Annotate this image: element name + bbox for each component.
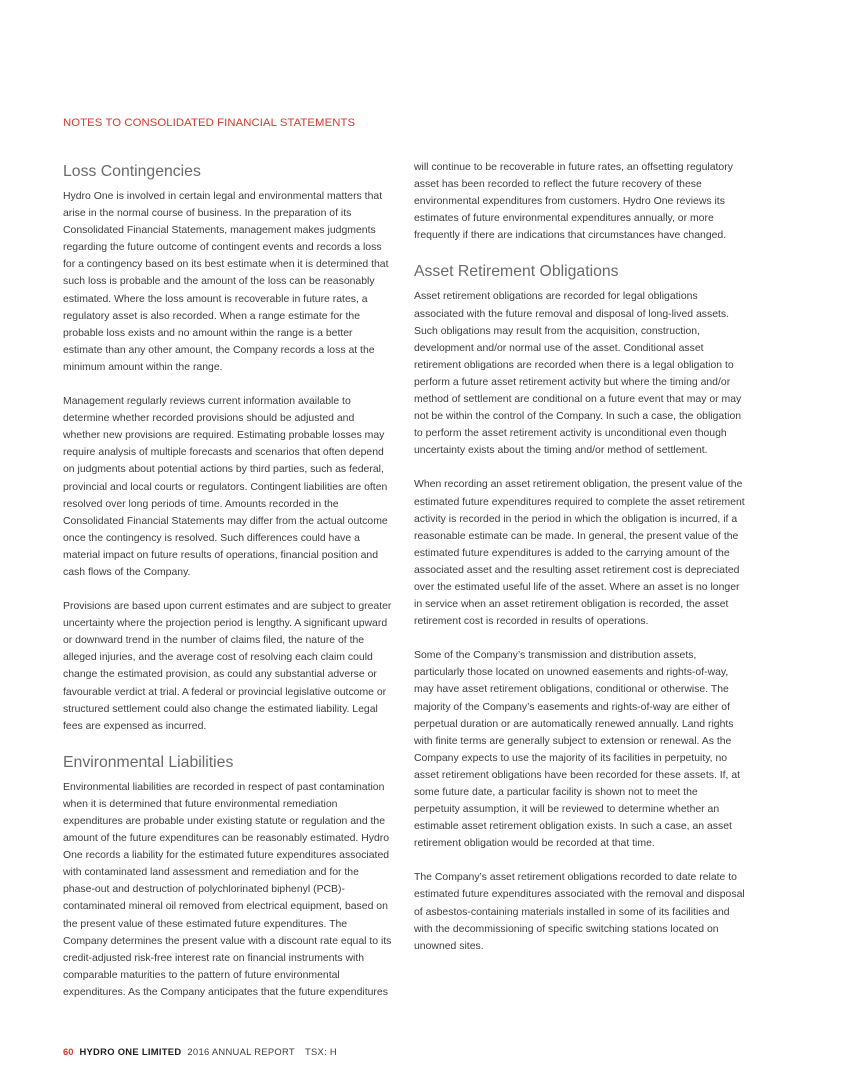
loss-contingencies-heading: Loss Contingencies — [63, 163, 201, 180]
aro-paragraph-4: The Company’s asset retirement obligations recorded to date relate to estimated future expenditures associated with the removal and disposal of asbestos-containing materials installed in some of its facilities and with the decommissioning of specific switching stations located on unowned sites. — [414, 872, 745, 952]
environmental-paragraph-1: Environmental liabilities are recorded in respect of past contamination when it is determined that future environmental remediation expenditures are probable under existing statute or regulation and the amount of the future expenditures can be reasonably estimated. Hydro One records a liability for the estimated future expenditures associated with contaminated land assessment and remediation and for the phase-out and destruction of polychlorinated biphenyl (PCB)-contaminated mineral oil removed from electrical equipment, based on the present value of these estimated future expenditures. The Company determines the present value with a discount rate equal to its credit-adjusted risk-free interest rate on financial instruments with comparable maturities to the pattern of future environmental expenditures. As the Company anticipates that the future expenditures — [63, 781, 392, 998]
section-header: NOTES TO CONSOLIDATED FINANCIAL STATEMENTS — [63, 117, 356, 129]
footer-report: 2016 ANNUAL REPORT — [187, 1046, 295, 1057]
footer-ticker: TSX: H — [304, 1046, 337, 1057]
right-column — [414, 162, 746, 955]
environmental-paragraph-continued: will continue to be recoverable in future rates, an offsetting regulatory asset has been recorded to reflect the future recovery of these environmental expenditures from customers. Hydro One reviews its estimates of future environmental expenditures annually, or more frequently if there are indications that circumstances have changed. — [414, 162, 733, 242]
asset-retirement-obligations-heading: Asset Retirement Obligations — [414, 263, 619, 281]
aro-paragraph-1: Asset retirement obligations are recorded for legal obligations associated with the future removal and disposal of long-lived assets. Such obligations may result from the acquisition, construction, development and/or normal use of the asset. Conditional asset retirement obligations are recorded when there is a legal obligation to perform a future asset retirement activity but where the timing and/or method of settlement are conditional on a future event that may or may not be within the control of the Company. In such a case, the obligation to perform the asset retirement activity is unconditional even though uncertainty exists about the timing and/or method of settlement. — [414, 291, 742, 457]
left-column — [63, 162, 393, 1001]
loss-paragraph-2: Management regularly reviews current information available to determine whether recorded provisions should be adjusted and whether new provisions are required. Estimating probable losses may require analysis of multiple forecasts and scenarios that often depend on judgments about potential actions by third parties, such as federal, provincial and local courts or regulators. Contingent liabilities are often resolved over long periods of time. Amounts recorded in the Consolidated Financial Statements may differ from the actual outcome once the contingency is resolved. Such differences could have a material impact on future results of operations, financial position and cash flows of the Company. — [63, 396, 388, 578]
footer-company: HYDRO ONE LIMITED — [79, 1046, 182, 1057]
environmental-liabilities-heading: Environmental Liabilities — [63, 753, 234, 771]
loss-paragraph-1: Hydro One is involved in certain legal and environmental matters that arise in the normal course of business. In the preparation of its Consolidated Financial Statements, management makes judgments regarding the future outcome of contingent events and records a loss for a contingency based on its best estimate when it is determined that such loss is probable and the amount of the loss can be reasonably estimated. Where the loss amount is recoverable in future rates, a regulatory asset is also recorded. When a range estimate for the probable loss exists and no amount within the range is a better estimate than any other amount, the Company records a loss at the minimum amount within the range. — [63, 191, 389, 373]
page-number: 60 — [63, 1046, 74, 1057]
aro-paragraph-3: Some of the Company’s transmission and distribution assets, particularly those located on unowned easements and rights-of-way, may have asset retirement obligations, conditional or otherwise. The majority of the Company’s easements and rights-of-way are either of perpetual duration or are automatically renewed annually. Land rights with finite terms are generally subject to extension or renewal. As the Company expects to use the majority of its facilities in perpetuity, no asset retirement obligations have been recorded for these assets. If, at some future date, a particular facility is shown not to meet the perpetuity assumption, it will be reviewed to determine whether an estimable asset retirement obligation exists. In such a case, an asset retirement obligation would be recorded at that time. — [414, 650, 741, 850]
page-footer — [63, 1046, 337, 1057]
aro-paragraph-2: When recording an asset retirement obligation, the present value of the estimated future expenditures required to complete the asset retirement activity is recorded in the period in which the obligation is incurred, if a reasonable estimate can be made. In general, the present value of the estimated future expenditures is added to the carrying amount of the associated asset and the resulting asset retirement cost is depreciated over the estimated useful life of the asset. Where an asset is no longer in service when an asset retirement obligation is recorded, the asset retirement cost is recorded in results of operations. — [414, 479, 745, 628]
loss-paragraph-3: Provisions are based upon current estimates and are subject to greater uncertainty where the projection period is lengthy. A significant upward or downward trend in the number of claims filed, the nature of the alleged injuries, and the average cost of resolving each claim could change the estimated provision, as could any substantial adverse or favourable verdict at trial. A federal or provincial legislative outcome or structured settlement could also change the estimated liability. Legal fees are expensed as incurred. — [63, 601, 392, 732]
